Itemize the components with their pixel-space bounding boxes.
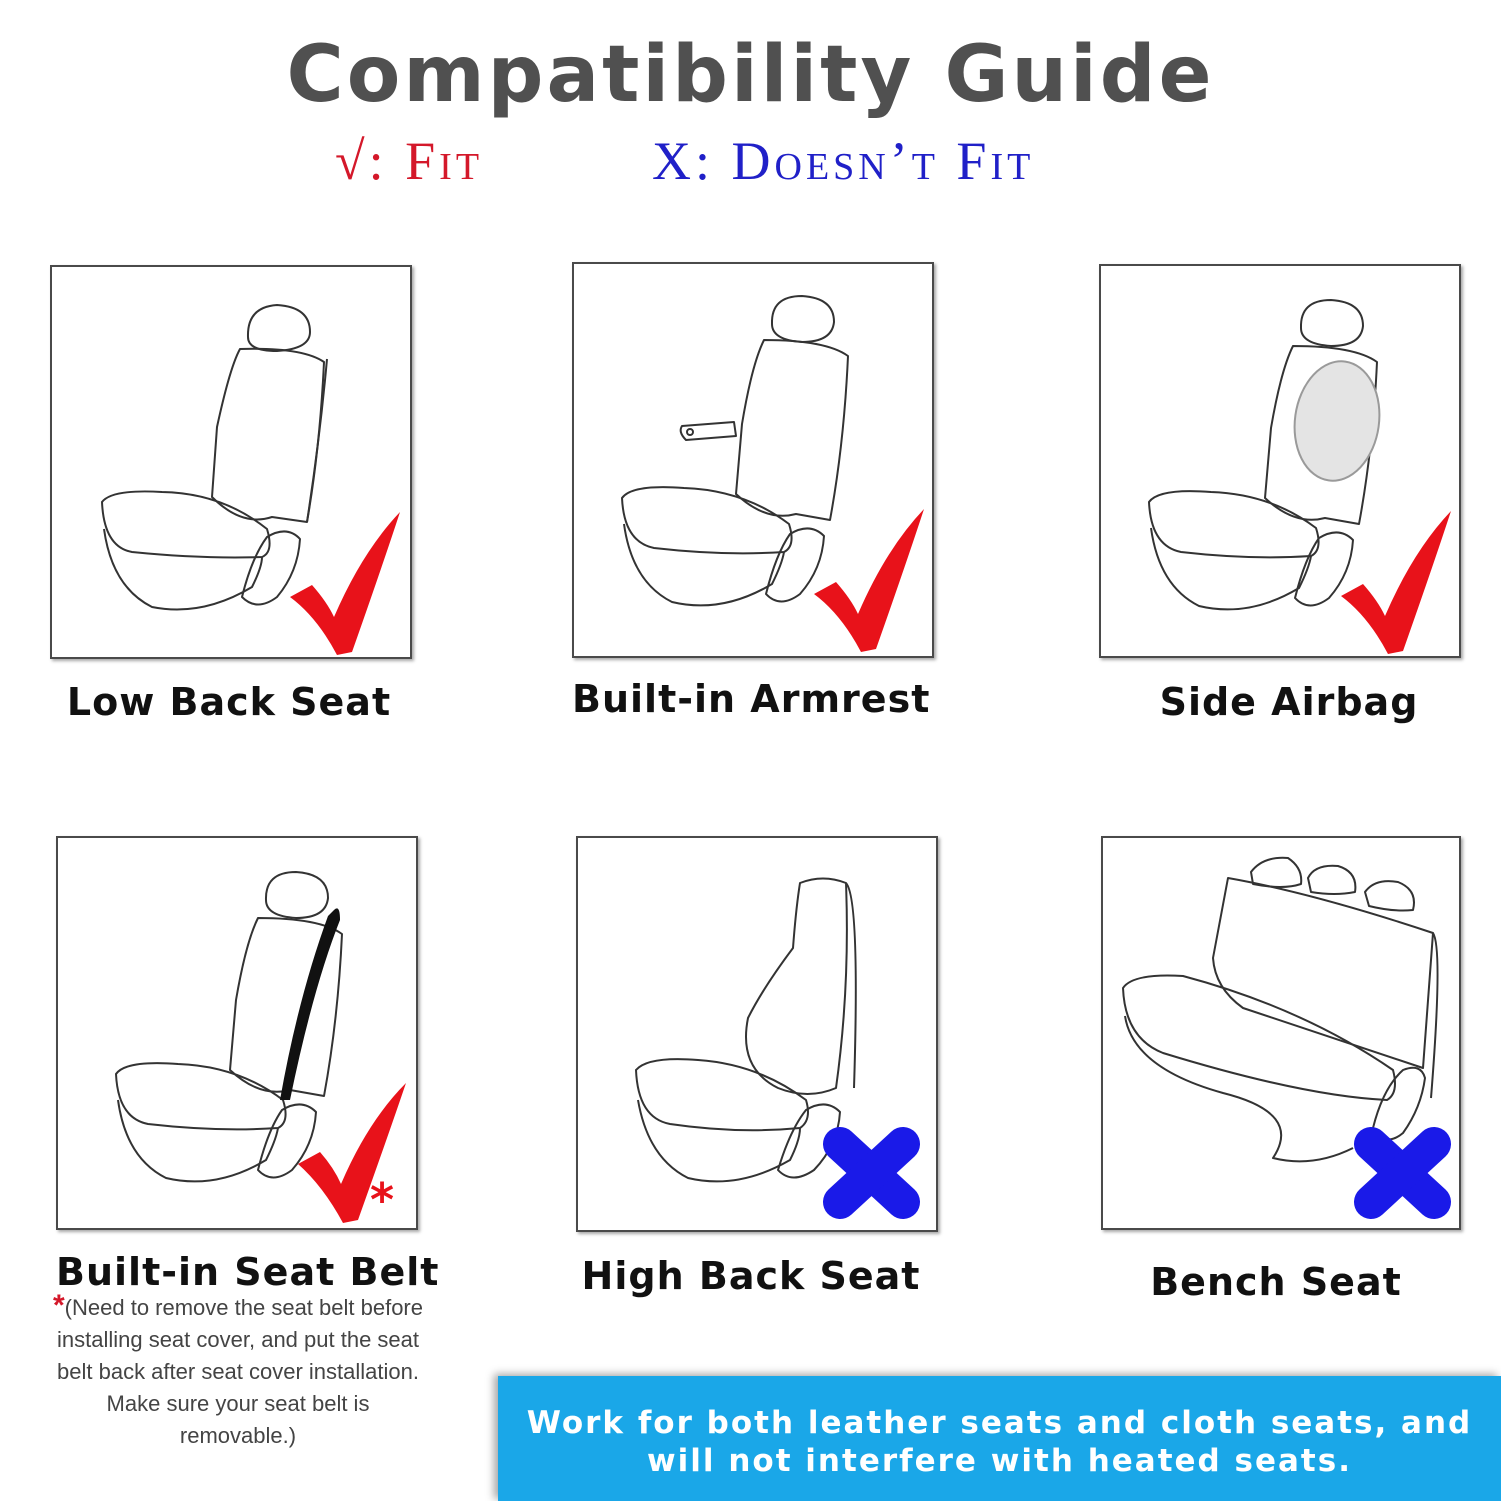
note-line-1: *(Need to remove the seat belt before [52, 1289, 423, 1322]
check-mark-icon [574, 264, 932, 656]
banner-text [498, 1404, 1501, 1480]
note-line-2: installing seat cover, and put the seat [56, 1327, 419, 1352]
label-built-in-armrest: Built-in Armrest [572, 677, 931, 721]
legend-fit: √: Fit [335, 131, 484, 191]
info-banner [498, 1376, 1501, 1501]
cross-mark-icon [578, 838, 936, 1230]
check-mark-icon [1101, 266, 1459, 656]
label-low-back-seat: Low Back Seat [66, 680, 392, 724]
card-side-airbag [1099, 264, 1461, 658]
svg-text:*: * [370, 1173, 395, 1227]
check-mark-icon [52, 267, 410, 657]
check-mark-asterisk-icon [58, 838, 416, 1228]
note-line-4: Make sure your seat belt is removable.) [106, 1391, 370, 1448]
card-bench-seat [1101, 836, 1461, 1230]
asterisk-icon: * [52, 1289, 65, 1322]
banner-line-1: Work for both leather seats and cloth seats, and [526, 1405, 1473, 1441]
card-built-in-seat-belt [56, 836, 418, 1230]
card-low-back-seat [50, 265, 412, 659]
label-built-in-seat-belt: Built-in Seat Belt [56, 1250, 440, 1294]
note-line-3: belt back after seat cover installation. [57, 1359, 419, 1384]
label-bench-seat: Bench Seat [1150, 1260, 1402, 1304]
card-built-in-armrest [572, 262, 934, 658]
card-high-back-seat [576, 836, 938, 1232]
legend-no-fit: X: Doesn’t Fit [652, 131, 1035, 191]
seat-belt-note [48, 1290, 428, 1452]
banner-line-2: will not interfere with heated seats. [647, 1443, 1352, 1479]
page-title: Compatibility Guide [286, 30, 1215, 120]
cross-mark-icon [1103, 838, 1459, 1228]
label-high-back-seat: High Back Seat [581, 1254, 921, 1298]
legend [0, 130, 1501, 200]
label-side-airbag: Side Airbag [1159, 680, 1419, 724]
